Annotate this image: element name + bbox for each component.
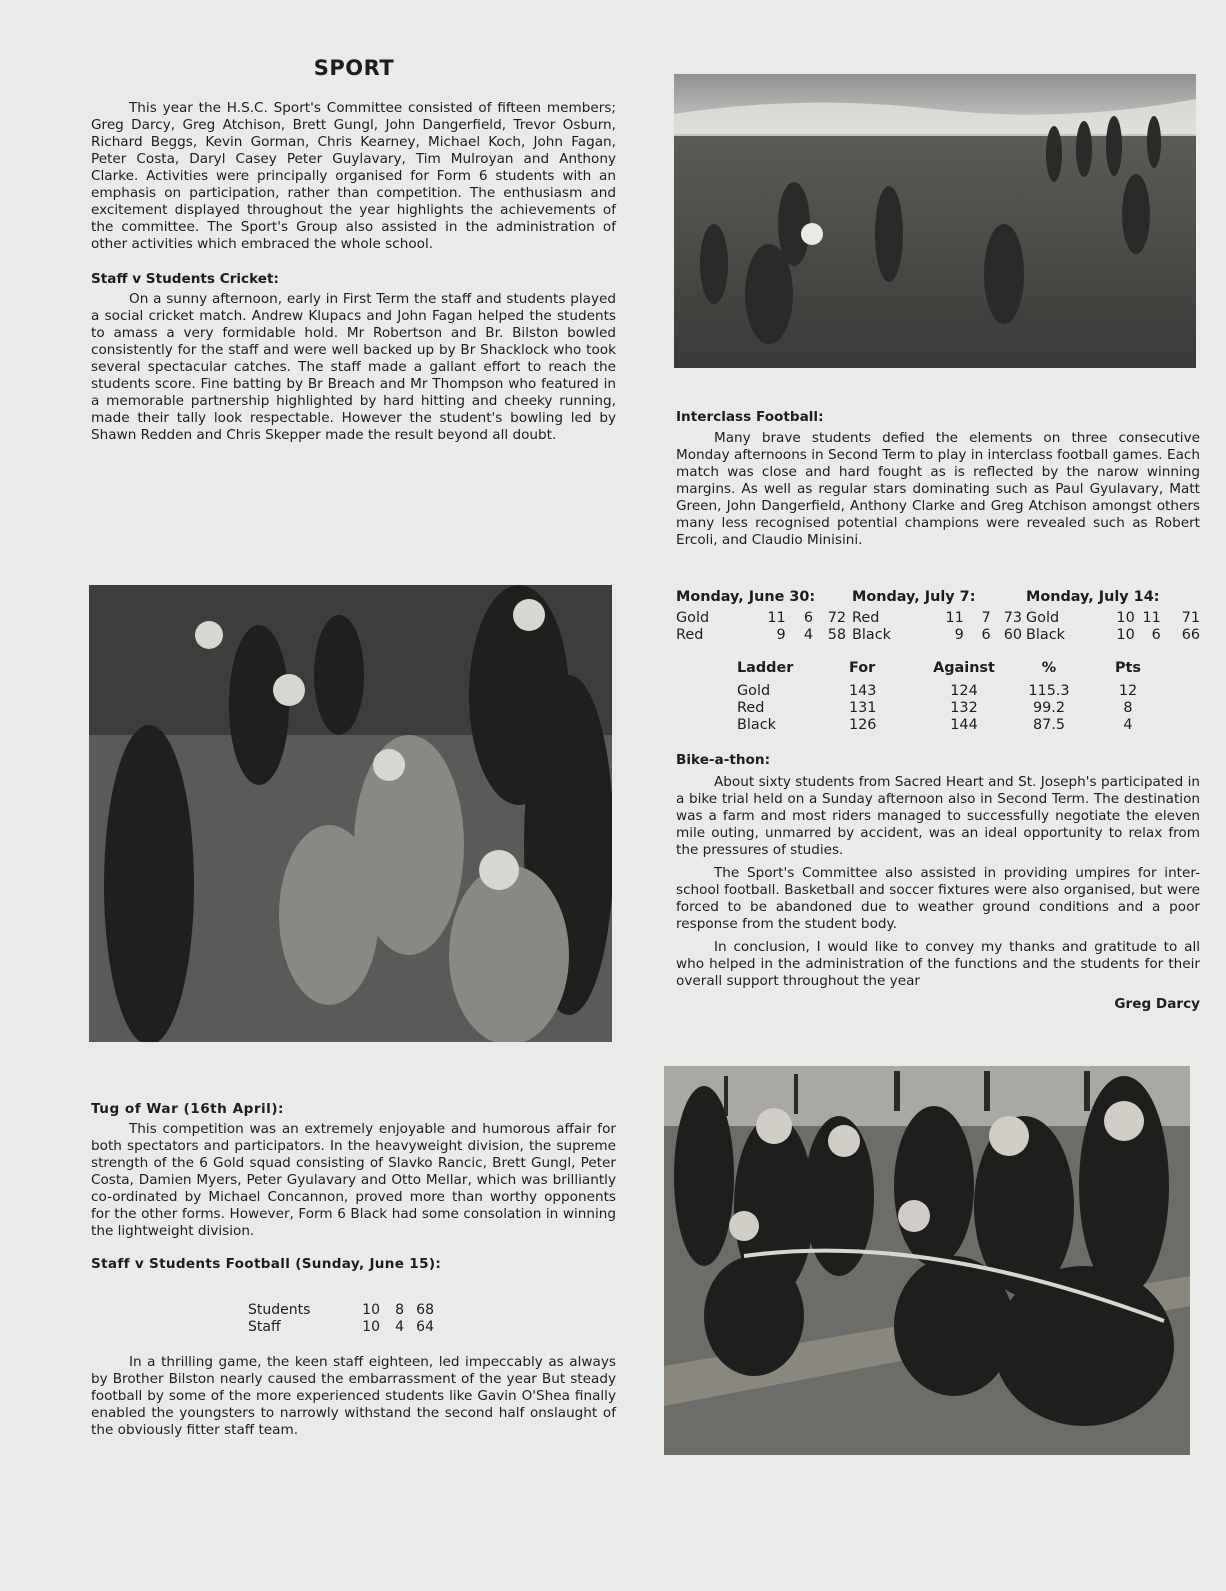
ladder-header-for: For [849, 660, 876, 676]
goals: 10 [362, 1302, 380, 1318]
team-name: Students [248, 1302, 311, 1318]
team-name: Black [1026, 627, 1065, 643]
behinds: 4 [803, 627, 814, 643]
table-row [248, 1302, 434, 1319]
total: 60 [1003, 627, 1022, 643]
tug-of-war-photo-left [89, 585, 612, 1042]
table-row [737, 683, 1157, 700]
round-3-table [1026, 610, 1200, 644]
table-row [1026, 610, 1200, 627]
total: 72 [827, 610, 846, 626]
committee-paragraph: The Sport's Committee also assisted in providing umpires for inter-school football. Basketball and soccer fixtures were also organised, but were forced to be abandoned due to weather ground conditions and a poor response from the student body. [676, 865, 1200, 932]
ladder-header-points: Pts [1115, 660, 1141, 676]
round-1-date: Monday, June 30: [676, 589, 816, 605]
ladder-percent: 99.2 [1032, 700, 1066, 716]
ladder-for: 131 [849, 700, 877, 716]
table-row [737, 717, 1157, 734]
cricket-paragraph: On a sunny afternoon, early in First Term the staff and students played a social cricket match. Andrew Klupacs and John Fagan helped the students to amass a very formidable hold. Mr Robertson and Br. Bilston bowled consistently for the staff and were well backed up by Br Shacklock who took several spectacular catches. The staff made a gallant effort to reach the students score. Fine batting by Br Breach and Mr Thompson who featured in a memorable partnership highlighted by hard hitting and cheeky running, made their tally look respectable. However the student's bowling led by Shawn Redden and Chris Skepper made the result beyond all doubt. [91, 291, 616, 443]
ladder-against: 132 [950, 700, 978, 716]
football-match-table [248, 1302, 434, 1336]
behinds: 6 [803, 610, 814, 626]
ladder-for: 126 [849, 717, 877, 733]
conclusion-paragraph: In conclusion, I would like to convey my thanks and gratitude to all who helped in the administration of the functions and the students for their overall support throughout the year [676, 939, 1200, 989]
tug-photo-left-image [89, 585, 612, 1042]
total: 64 [416, 1319, 434, 1335]
table-row [676, 627, 846, 644]
total: 73 [1003, 610, 1022, 626]
team-name: Gold [1026, 610, 1060, 626]
football-match-section [91, 1354, 616, 1439]
intro-paragraph: This year the H.S.C. Sport's Committee consisted of fifteen members; Greg Darcy, Greg Atchison, Brett Gungl, John Dangerfield, Trevor Osburn, Richard Beggs, Kevin Gorman, Chris Kearney, Michael Koch, John Fagan, Peter Costa, Daryl Casey Peter Guylavary, Tim Mulroyan and Anthony Clarke. Activities were principally organised for Form 6 students with an emphasis on participation, rather than competition. The enthusiasm and excitement displayed throughout the year highlights the achievements of the committee. The Sport's Group also assisted in the administration of other activities which embraced the whole school. [91, 100, 616, 252]
goals: 10 [1116, 627, 1135, 643]
interclass-section [676, 409, 1200, 549]
team-name: Red [852, 610, 880, 626]
tug-of-war-photo-right [664, 1066, 1190, 1455]
ladder-header-percent: % [1041, 660, 1057, 676]
interclass-paragraph: Many brave students defied the elements on three consecutive Monday afternoons in Second Term to play in interclass football games. Each match was close and hard fought as is reflected by the narow winning margins. As well as regular stars dominating such as Paul Gyulavary, Matt Green, John Dangerfield, Anthony Clarke and Greg Atchison amongst others many less recognised potential champions were revealed such as Robert Ercoli, and Claudio Minisini. [676, 430, 1200, 548]
ladder-team: Gold [737, 683, 771, 699]
ladder-header-against: Against [933, 660, 995, 676]
ladder-percent: 115.3 [1028, 683, 1070, 699]
ladder-percent: 87.5 [1032, 717, 1066, 733]
football-match-paragraph: In a thrilling game, the keen staff eighteen, led impeccably as always by Brother Bilston nearly caused the embarrassment of the year But steady football by some of the more experienced students like Gavin O'Shea finally enabled the youngsters to narrowly withstand the second half onslaught of the obviously fitter staff team. [91, 1354, 616, 1438]
beach-football-photo [674, 74, 1196, 368]
interclass-heading: Interclass Football: [676, 409, 824, 425]
ladder-for: 143 [849, 683, 877, 699]
team-name: Staff [248, 1319, 281, 1335]
goals: 9 [776, 627, 786, 643]
total: 58 [827, 627, 846, 643]
football-match-heading: Staff v Students Football (Sunday, June 15): [91, 1256, 442, 1272]
team-name: Gold [676, 610, 710, 626]
round-3-date: Monday, July 14: [1026, 589, 1160, 605]
ladder-points: 12 [1118, 683, 1138, 699]
table-row [676, 610, 846, 627]
round-2-date: Monday, July 7: [852, 589, 976, 605]
table-row [852, 610, 1022, 627]
tug-photo-right-image [664, 1066, 1190, 1455]
goals: 10 [1116, 610, 1135, 626]
behinds: 4 [395, 1319, 404, 1335]
behinds: 11 [1142, 610, 1161, 626]
beach-photo-image [674, 74, 1196, 368]
signature: Greg Darcy [1114, 996, 1200, 1012]
page-title: SPORT [313, 56, 395, 80]
tug-heading: Tug of War (16th April): [91, 1101, 284, 1117]
round-2-table [852, 610, 1022, 644]
left-column-top [91, 100, 616, 444]
ladder-team: Black [737, 717, 776, 733]
table-row [248, 1319, 434, 1336]
total: 71 [1181, 610, 1200, 626]
ladder-against: 124 [950, 683, 978, 699]
team-name: Black [852, 627, 891, 643]
cricket-heading: Staff v Students Cricket: [91, 271, 279, 287]
goals: 11 [945, 610, 964, 626]
tug-section [91, 1101, 616, 1276]
behinds: 8 [395, 1302, 404, 1318]
table-row [737, 700, 1157, 717]
bike-heading: Bike-a-thon: [676, 752, 771, 768]
table-row [852, 627, 1022, 644]
bike-section [676, 752, 1200, 1012]
bike-paragraph: About sixty students from Sacred Heart and St. Joseph's participated in a bike trial held on a Sunday afternoon also in Second Term. The destination was a farm and most riders managed to successfully negotiate the eleven mile outing, unmarred by accident, was an ideal opportunity to relax from the pressures of studies. [676, 774, 1200, 858]
ladder-header-team: Ladder [737, 660, 794, 676]
total: 66 [1181, 627, 1200, 643]
ladder-points: 4 [1123, 717, 1133, 733]
ladder-against: 144 [950, 717, 978, 733]
team-name: Red [676, 627, 704, 643]
ladder-points: 8 [1123, 700, 1133, 716]
ladder-header-row [737, 660, 1157, 677]
ladder-table [737, 660, 1157, 734]
behinds: 6 [1151, 627, 1161, 643]
goals: 10 [362, 1319, 380, 1335]
behinds: 7 [981, 610, 991, 626]
table-row [1026, 627, 1200, 644]
total: 68 [416, 1302, 434, 1318]
round-1-table [676, 610, 846, 644]
behinds: 6 [981, 627, 991, 643]
goals: 11 [767, 610, 786, 626]
tug-paragraph: This competition was an extremely enjoyable and humorous affair for both spectators and participators. In the heavyweight division, the supreme strength of the 6 Gold squad consisting of Slavko Rancic, Brett Gungl, Peter Costa, Damien Myers, Peter Gyulavary and Otto Mellar, which was brilliantly co-ordinated by Michael Concannon, proved more than worthy opponents for the other forms. However, Form 6 Black had some consolation in winning the lightweight division. [91, 1121, 616, 1239]
ladder-team: Red [737, 700, 765, 716]
goals: 9 [954, 627, 964, 643]
